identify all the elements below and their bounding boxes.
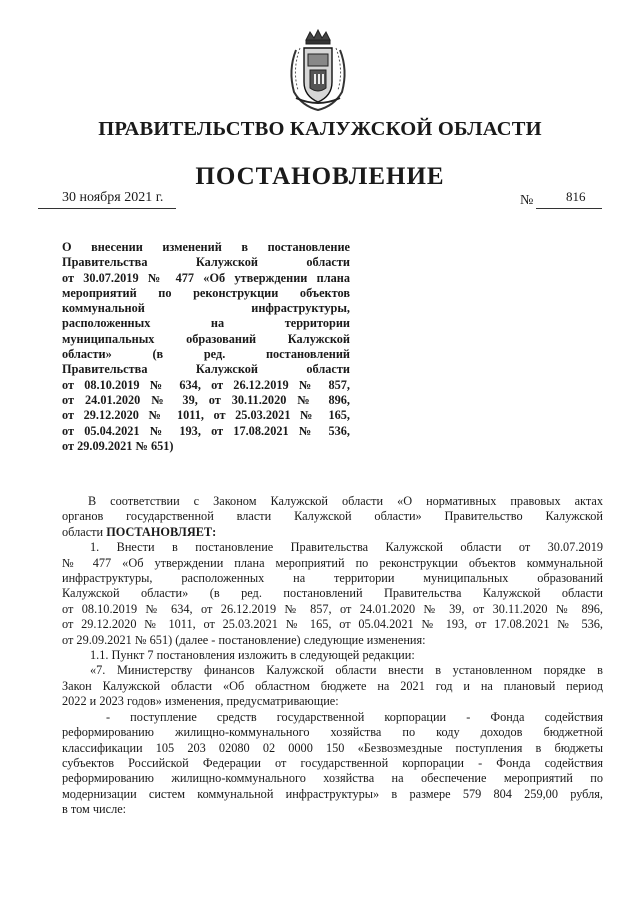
item-1-line: № 477 «Об утверждении плана мероприятий по реконструкции объектов коммунальной: [62, 555, 603, 570]
preamble-line: В соответствии с Законом Калужской области «О нормативных правовых актах: [88, 494, 603, 508]
subject-line: расположенных на территории: [62, 316, 350, 331]
organization-title: ПРАВИТЕЛЬСТВО КАЛУЖСКОЙ ОБЛАСТИ: [98, 118, 542, 140]
document-date: 30 ноября 2021 г.: [62, 190, 164, 205]
decree-word: ПОСТАНОВЛЯЕТ:: [106, 524, 217, 539]
revenue-line: реформированию жилищно-коммунального хозяйства по коду доходов бюджетной: [62, 725, 603, 740]
preamble-line: органов государственной власти Калужской области» Правительство Калужской: [62, 509, 603, 524]
subject-line: от 24.01.2020 № 39, от 30.11.2020 № 896,: [62, 392, 350, 407]
item-7-paragraph: [62, 663, 603, 709]
subject-line: коммунальной инфраструктуры,: [62, 301, 350, 316]
number-underline: [536, 208, 602, 209]
subject-line: мероприятий по реконструкции объектов: [62, 285, 350, 300]
item-1-paragraph: [62, 540, 603, 648]
preamble-paragraph: [62, 494, 603, 540]
revenue-line: классификации 105 203 02080 02 0000 150 «Безвозмездные поступления в бюджеты: [62, 740, 603, 755]
document-body: [62, 494, 603, 818]
document-number: 816: [566, 189, 586, 204]
revenue-line: субъектов Российской Федерации от государственной корпорации - Фонда содействия: [62, 755, 603, 770]
subject-line: от 08.10.2019 № 634, от 26.12.2019 № 857,: [62, 377, 350, 392]
document-type-title: ПОСТАНОВЛЕНИЕ: [195, 163, 445, 190]
item-7-line: 2022 и 2023 годов» изменения, предусматривающие:: [62, 694, 339, 709]
revenue-line: реформированию жилищно-коммунального хозяйства на обеспечение мероприятий по: [62, 771, 603, 786]
item-1-1-line: 1.1. Пункт 7 постановления изложить в следующей редакции:: [90, 648, 415, 663]
item-1-line: 1. Внести в постановление Правительства Калужской области от 30.07.2019: [90, 540, 603, 555]
revenue-line: в том числе:: [62, 802, 127, 817]
coat-of-arms-emblem: [282, 26, 354, 112]
item-1-line: от 29.12.2020 № 1011, от 25.03.2021 № 165, от 05.04.2021 № 193, от 17.08.2021 № 536,: [62, 617, 603, 632]
subject-line: от 30.07.2019 № 477 «Об утверждении плана: [62, 270, 350, 285]
subject-line: области» (в ред. постановлений: [62, 347, 350, 362]
item-7-line: «7. Министерству финансов Калужской области внести в установленном порядке в: [90, 663, 603, 678]
revenue-line: модернизации систем коммунальной инфраструктуры» в размере 579 804 259,00 рубля,: [62, 786, 603, 801]
document-number-label: №: [520, 193, 534, 208]
subject-line: Правительства Калужской области: [62, 362, 350, 377]
subject-line: муниципальных образований Калужской: [62, 331, 350, 346]
item-1-1-paragraph: [62, 648, 603, 663]
subject-line: О внесении изменений в постановление: [62, 240, 350, 254]
preamble-line-end: [62, 525, 603, 540]
revenue-line: - поступление средств государственной корпорации - Фонда содействия: [106, 709, 603, 724]
subject-line: Правительства Калужской области: [62, 255, 350, 270]
subject-line: от 29.09.2021 № 651): [62, 438, 174, 453]
item-1-line: от 29.09.2021 № 651) (далее - постановление) следующие изменения:: [62, 632, 426, 647]
subject-line: от 05.04.2021 № 193, от 17.08.2021 № 536,: [62, 423, 350, 438]
item-1-line: от 08.10.2019 № 634, от 26.12.2019 № 857, от 24.01.2020 № 39, от 30.11.2020 № 896,: [62, 601, 603, 616]
date-underline: [38, 208, 176, 209]
item-1-line: инфраструктуры, расположенных на территории муниципальных образований: [62, 571, 603, 586]
preamble-end-text: области: [62, 524, 107, 539]
item-7-line: Закон Калужской области «Об областном бюджете на 2021 год и на плановый период: [62, 678, 603, 693]
document-subject: [62, 240, 350, 454]
item-1-line: Калужской области» (в ред. постановлений Правительства Калужской области: [62, 586, 603, 601]
revenue-paragraph: [62, 710, 603, 818]
subject-line: от 29.12.2020 № 1011, от 25.03.2021 № 165,: [62, 408, 350, 423]
